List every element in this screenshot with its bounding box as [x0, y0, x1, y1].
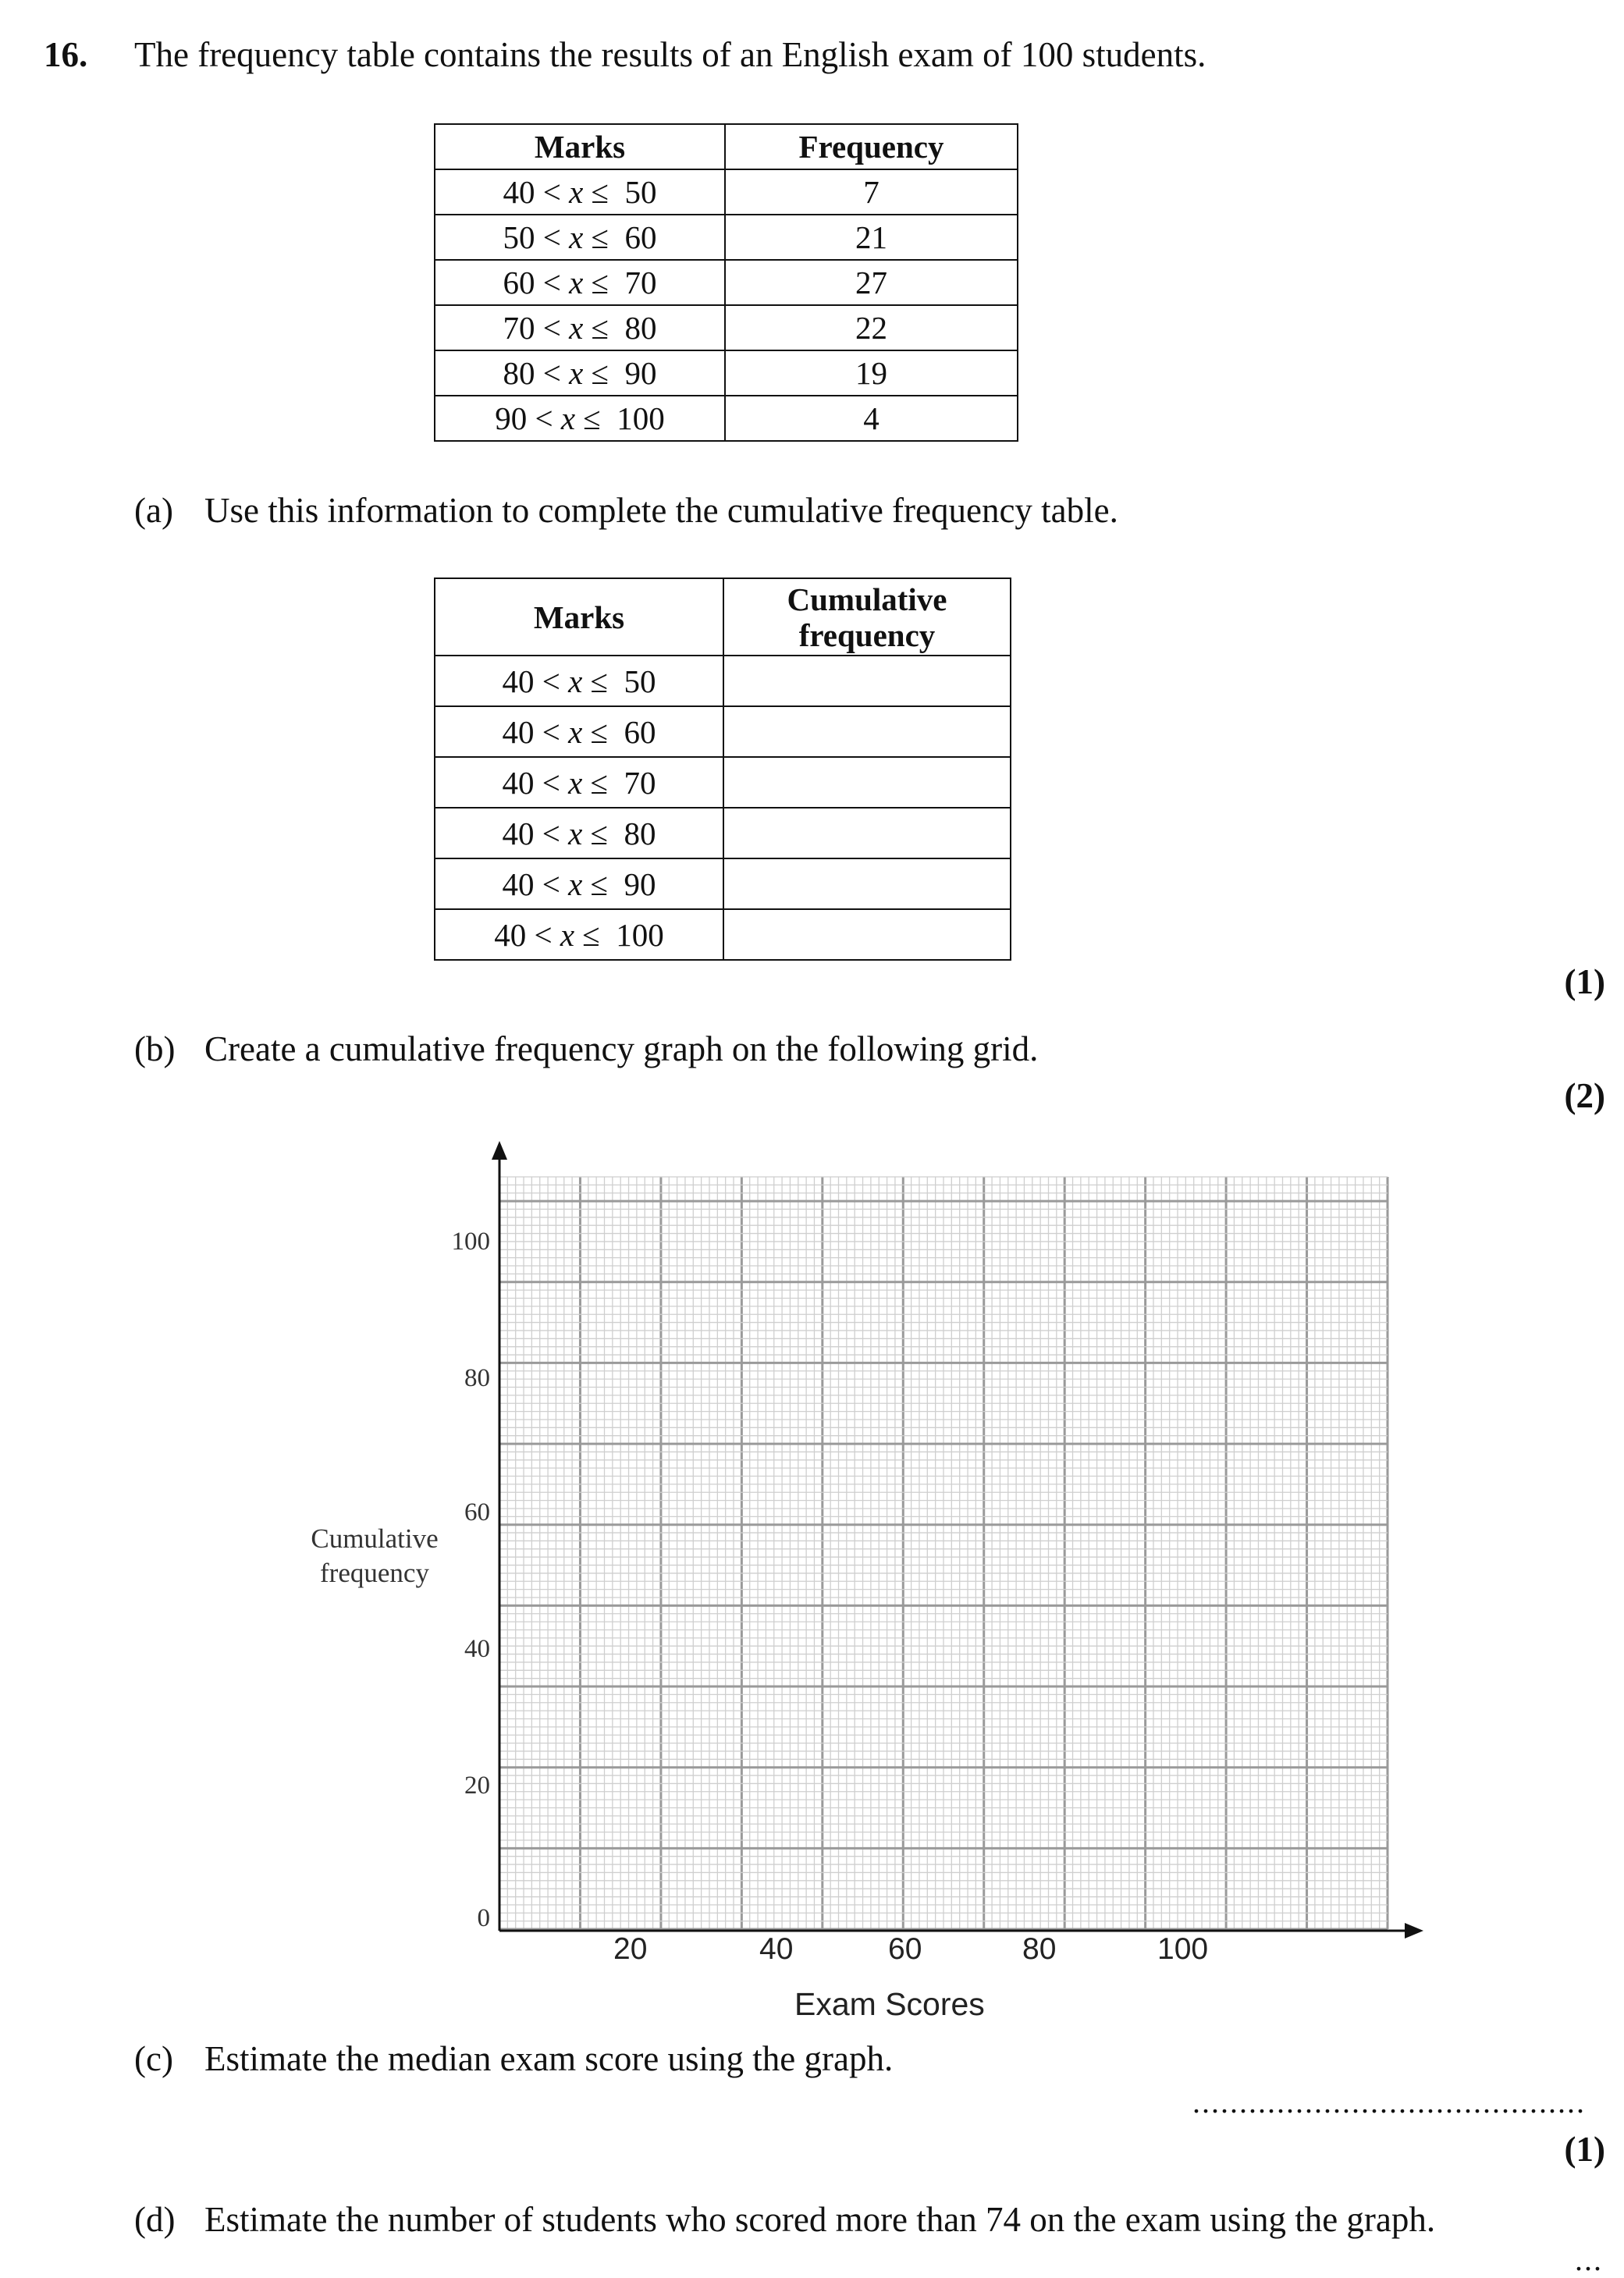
part-c-answer-line[interactable]: ..........................................	[1192, 2084, 1586, 2120]
question-text: The frequency table contains the results of an English exam of 100 students.	[134, 35, 1206, 74]
part-a-text: Use this information to complete the cumulative frequency table.	[204, 491, 1118, 530]
marks-interval: 80 < x ≤ 90	[435, 350, 725, 396]
part-c-text: Estimate the median exam score using the graph.	[204, 2039, 894, 2078]
frequency-value: 7	[725, 169, 1018, 215]
marks-header: Marks	[435, 124, 725, 169]
cf-marks-interval: 40 < x ≤ 80	[435, 808, 723, 858]
cf-marks-header: Marks	[435, 578, 723, 656]
marks-interval: 60 < x ≤ 70	[435, 260, 725, 305]
part-b-text: Create a cumulative frequency graph on the following grid.	[204, 1029, 1039, 1068]
y-tick-label: 80	[464, 1364, 490, 1392]
y-tick-label: 100	[451, 1228, 490, 1256]
part-c-label: (c)	[134, 2039, 173, 2078]
marks-interval: 50 < x ≤ 60	[435, 215, 725, 260]
part-c	[134, 2038, 893, 2079]
frequency-value: 22	[725, 305, 1018, 350]
cf-marks-interval: 40 < x ≤ 70	[435, 757, 723, 808]
y-axis-arrow-icon	[492, 1141, 507, 1160]
y-tick-label: 0	[477, 1904, 490, 1932]
part-d	[134, 2199, 1435, 2240]
question-number: 16.	[44, 35, 88, 74]
part-d-text: Estimate the number of students who scored more than 74 on the exam using the graph.	[204, 2200, 1436, 2239]
part-a-marks: (1)	[1564, 962, 1605, 1001]
cf-marks-interval: 40 < x ≤ 100	[435, 909, 723, 960]
part-a-label: (a)	[134, 491, 173, 530]
y-tick-label: 40	[464, 1635, 490, 1663]
frequency-header: Frequency	[725, 124, 1018, 169]
part-b-marks: (2)	[1564, 1076, 1605, 1115]
cf-marks-interval: 40 < x ≤ 60	[435, 706, 723, 757]
x-axis-arrow-icon	[1405, 1923, 1423, 1939]
x-axis-label: Exam Scores	[794, 1986, 985, 2022]
cf-marks-interval: 40 < x ≤ 90	[435, 858, 723, 909]
frequency-value: 21	[725, 215, 1018, 260]
x-tick-label: 40	[759, 1932, 794, 1966]
part-b-label: (b)	[134, 1029, 176, 1068]
frequency-value: 4	[725, 396, 1018, 441]
y-tick-label: 60	[464, 1498, 490, 1526]
y-axis-label: Cumulative frequency	[311, 1523, 439, 1588]
part-d-label: (d)	[134, 2200, 176, 2239]
x-tick-label: 60	[888, 1932, 922, 1966]
x-tick-label: 80	[1022, 1932, 1057, 1966]
marks-interval: 90 < x ≤ 100	[435, 396, 725, 441]
part-d-answer-line[interactable]: ...	[1575, 2242, 1603, 2277]
cf-header-line2: frequency	[798, 617, 936, 653]
frequency-value: 19	[725, 350, 1018, 396]
part-c-marks: (1)	[1564, 2130, 1605, 2169]
cf-header-line1: Cumulative	[787, 581, 947, 617]
cf-marks-interval: 40 < x ≤ 50	[435, 656, 723, 706]
x-tick-label: 100	[1157, 1932, 1209, 1966]
y-tick-label: 20	[464, 1772, 490, 1800]
marks-interval: 70 < x ≤ 80	[435, 305, 725, 350]
x-tick-label: 20	[613, 1932, 648, 1966]
marks-interval: 40 < x ≤ 50	[435, 169, 725, 215]
frequency-value: 27	[725, 260, 1018, 305]
